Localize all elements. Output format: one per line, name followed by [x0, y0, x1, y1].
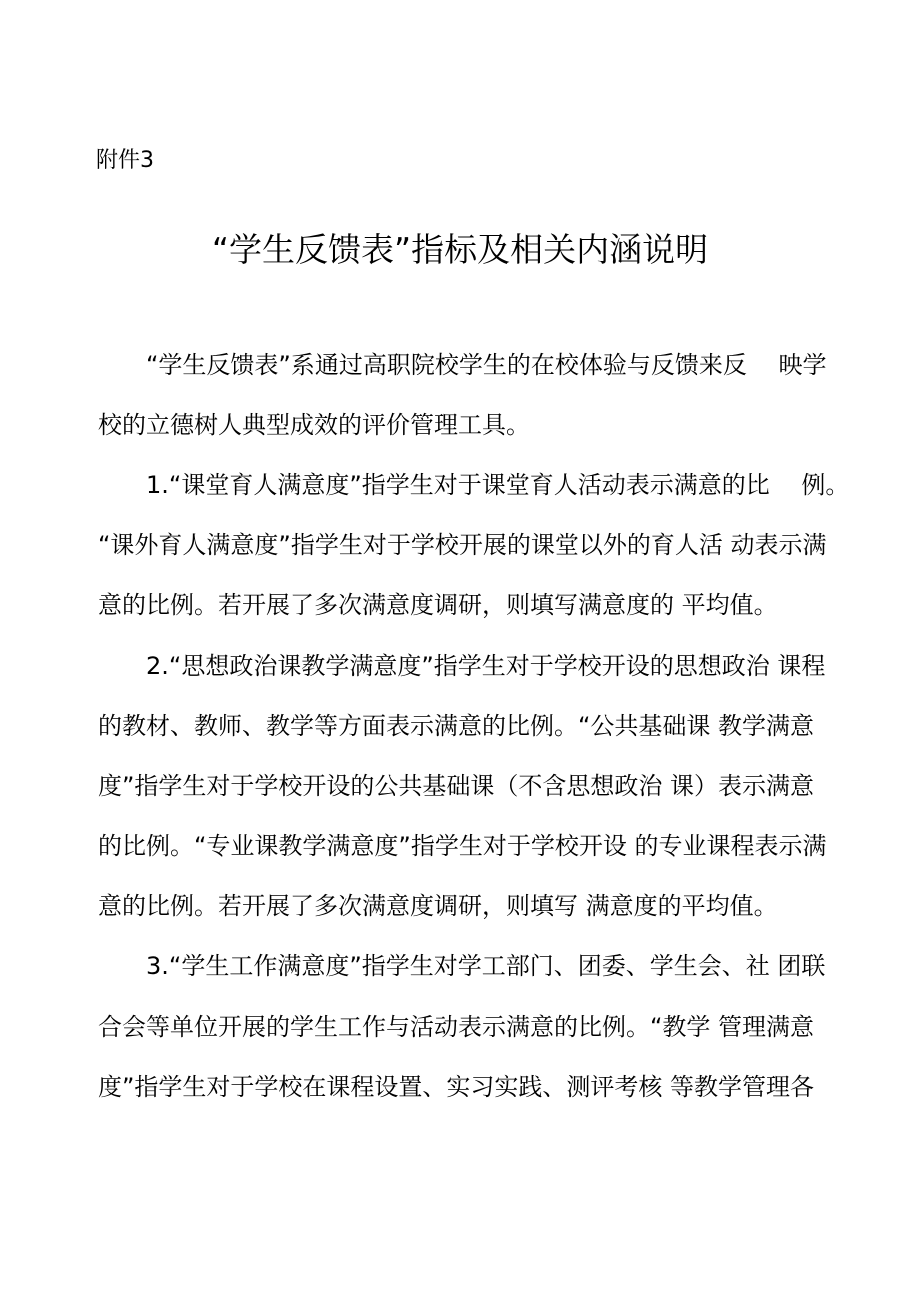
- text-line: “学生反馈表”系通过高职院校学生的在校体验与反馈来反 映学: [146, 351, 827, 379]
- text-line: 度”指学生对于学校开设的公共基础课（不含思想政治 课）表示满意: [98, 772, 815, 800]
- annex-label: 附件3: [96, 148, 154, 173]
- text-line: 的比例。“专业课教学满意度”指学生对于学校开设 的专业课程表示满: [98, 832, 827, 860]
- document-title: “学生反馈表”指标及相关内涵说明: [211, 230, 709, 269]
- text-line: 1.“课堂育人满意度”指学生对于课堂育人活动表示满意的比 例。: [146, 471, 850, 499]
- text-line: 校的立德树人典型成效的评价管理工具。: [98, 411, 530, 439]
- text-line: 合会等单位开展的学生工作与活动表示满意的比例。“教学 管理满意: [98, 1013, 815, 1041]
- text-line: “课外育人满意度”指学生对于学校开展的课堂以外的育人活 动表示满: [98, 531, 827, 559]
- text-line: 度”指学生对于学校在课程设置、实习实践、测评考核 等教学管理各: [98, 1073, 815, 1101]
- text-line: 意的比例。若开展了多次满意度调研，则填写满意度的 平均值。: [98, 591, 778, 619]
- text-line: 3.“学生工作满意度”指学生对学工部门、团委、学生会、社 团联: [146, 952, 826, 980]
- text-line: 的教材、教师、教学等方面表示满意的比例。“公共基础课 教学满意: [98, 712, 815, 740]
- text-line: 意的比例。若开展了多次满意度调研，则填写 满意度的平均值。: [98, 892, 778, 920]
- text-line: 2.“思想政治课教学满意度”指学生对于学校开设的思想政治 课程: [146, 652, 826, 680]
